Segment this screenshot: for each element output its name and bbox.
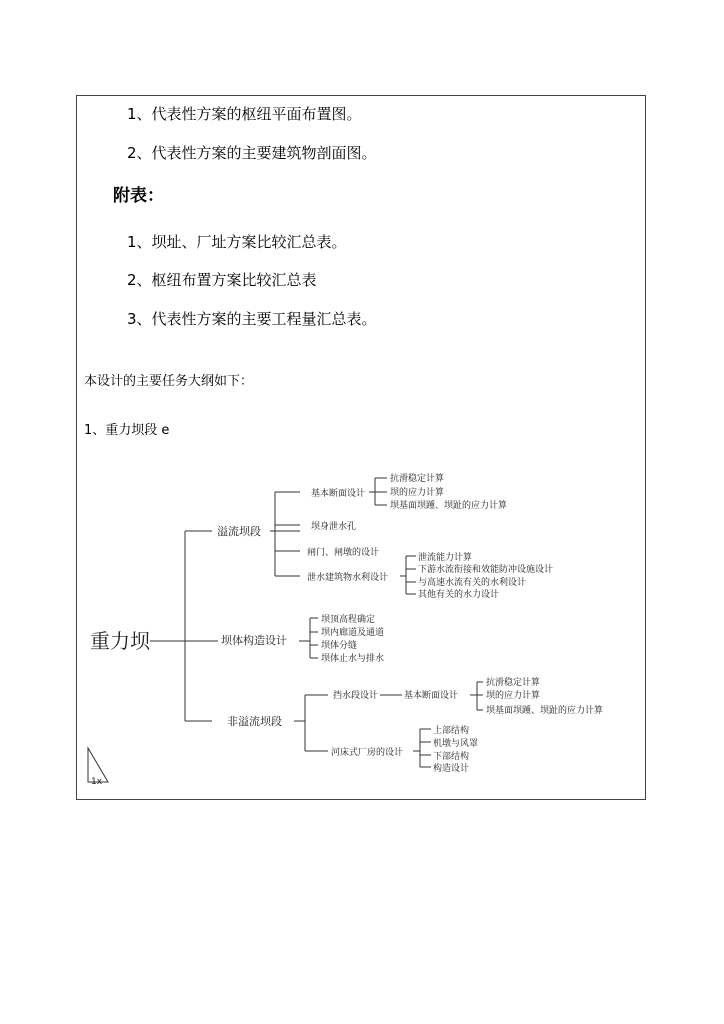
appendix-heading: 附表： [113,186,164,206]
tree-structure: 坝体构造设计 [221,634,287,647]
tree-nonoverflow: 非溢流坝段 [227,715,282,728]
tree-water-basic-item-1: 抗滑稳定计算 [486,678,541,688]
tree-structure-item-4: 坝体止水与排水 [321,654,385,664]
tree-structure-item-2: 坝内廊道及通道 [321,628,385,638]
appendix-item-3: 3、代表性方案的主要工程量汇总表。 [127,310,377,328]
tree-structure-item-3: 坝体分缝 [321,641,358,651]
tree-powerhouse: 河床式厂房的设计 [331,748,404,758]
tree-hydraulic-item-1: 泄流能力计算 [418,553,473,563]
tree-root: 重力坝 [90,629,150,653]
tree-water-basic-item-3: 坝基面坝踵、坝趾的应力计算 [486,706,604,716]
drawing-item-1: 1、代表性方案的枢纽平面布置图。 [127,105,362,123]
tree-overflow: 溢流坝段 [217,525,261,538]
tree-basic-item-1: 抗滑稳定计算 [390,474,445,484]
tree-powerhouse-item-1: 上部结构 [433,726,470,736]
tree-water-basic: 基本断面设计 [404,691,459,701]
tree-drain-hole: 坝身泄水孔 [311,522,357,532]
tree-hydraulic-item-4: 其他有关的水力设计 [418,590,500,600]
corner-mark-text: 1x [91,777,103,787]
tree-structure-item-1: 坝顶高程确定 [321,615,376,625]
tree-gate-design: 闸门、闸墩的设计 [307,548,380,558]
outline-intro: 本设计的主要任务大纲如下： [84,374,254,389]
tree-hydraulic-item-2: 下游水流衔接和效能防冲设施设计 [418,565,554,575]
tree-powerhouse-item-2: 机墩与风罩 [433,739,479,749]
appendix-item-1: 1、坝址、厂址方案比较汇总表。 [127,233,347,251]
section-heading: 1、重力坝段 e [84,423,170,438]
tree-powerhouse-item-3: 下部结构 [433,752,470,762]
drawing-item-2: 2、代表性方案的主要建筑物剖面图。 [127,144,377,162]
tree-hydraulic: 泄水建筑物水利设计 [307,573,389,583]
tree-hydraulic-item-3: 与高速水流有关的水利设计 [418,578,527,588]
tree-basic-section: 基本断面设计 [311,489,366,499]
tree-basic-item-3: 坝基面坝踵、坝趾的应力计算 [390,501,508,511]
tree-water-retaining: 挡水段设计 [333,691,379,701]
appendix-item-2: 2、枢纽布置方案比较汇总表 [127,271,317,289]
tree-basic-item-2: 坝的应力计算 [390,488,445,498]
tree-water-basic-item-2: 坝的应力计算 [486,691,541,701]
tree-powerhouse-item-4: 构造设计 [433,764,470,774]
